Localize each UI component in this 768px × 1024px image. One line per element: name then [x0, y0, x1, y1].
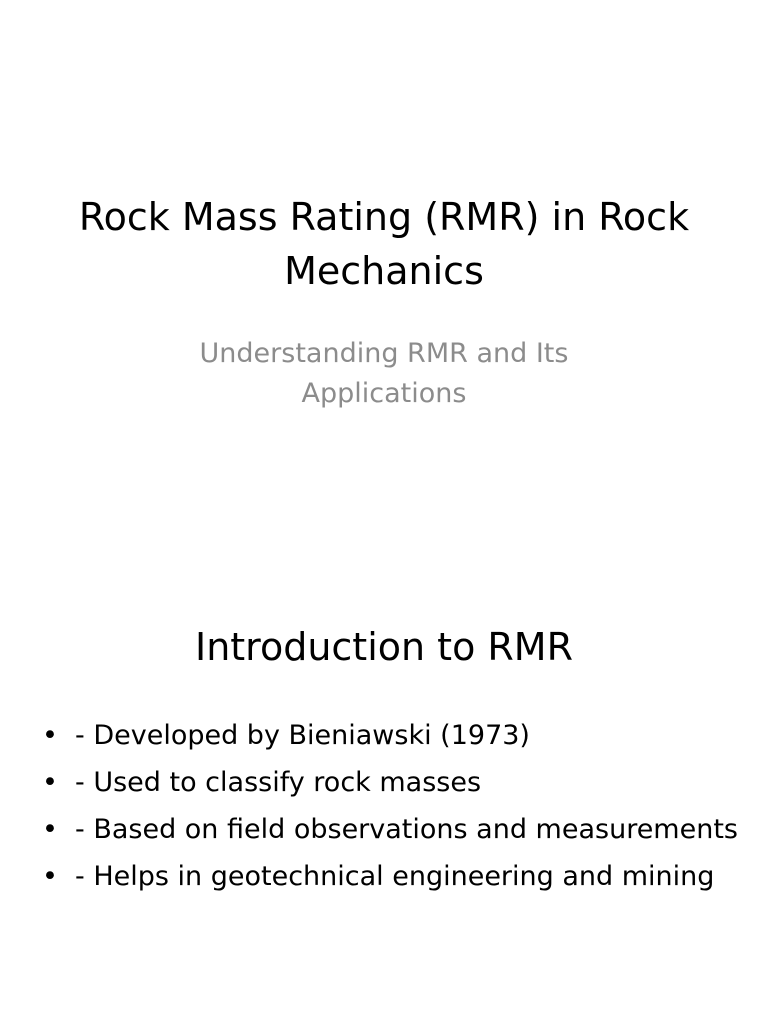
bullet-item: [38, 763, 738, 803]
bullet-text: - Helps in geotechnical engineering and mining: [75, 861, 715, 892]
bullet-text: - Developed by Bieniawski (1973): [75, 720, 530, 751]
bullet-text: - Used to classify rock masses: [75, 767, 482, 798]
bullet-dot-icon: •: [42, 814, 58, 845]
bullet-list: [38, 716, 738, 904]
bullet-dot-icon: •: [42, 720, 58, 751]
content-slide: [0, 576, 768, 1024]
bullet-dot-icon: •: [42, 767, 58, 798]
presentation-title: Rock Mass Rating (RMR) in Rock Mechanics: [78, 195, 690, 293]
bullet-dot-icon: •: [42, 861, 58, 892]
bullet-text: - Based on field observations and measurements: [75, 814, 738, 845]
presentation-subtitle: Understanding RMR and Its Applications: [199, 338, 569, 409]
bullet-item: [38, 810, 738, 850]
slide-title: Introduction to RMR: [194, 625, 573, 669]
bullet-item: [38, 716, 738, 756]
bullet-item: [38, 857, 738, 897]
